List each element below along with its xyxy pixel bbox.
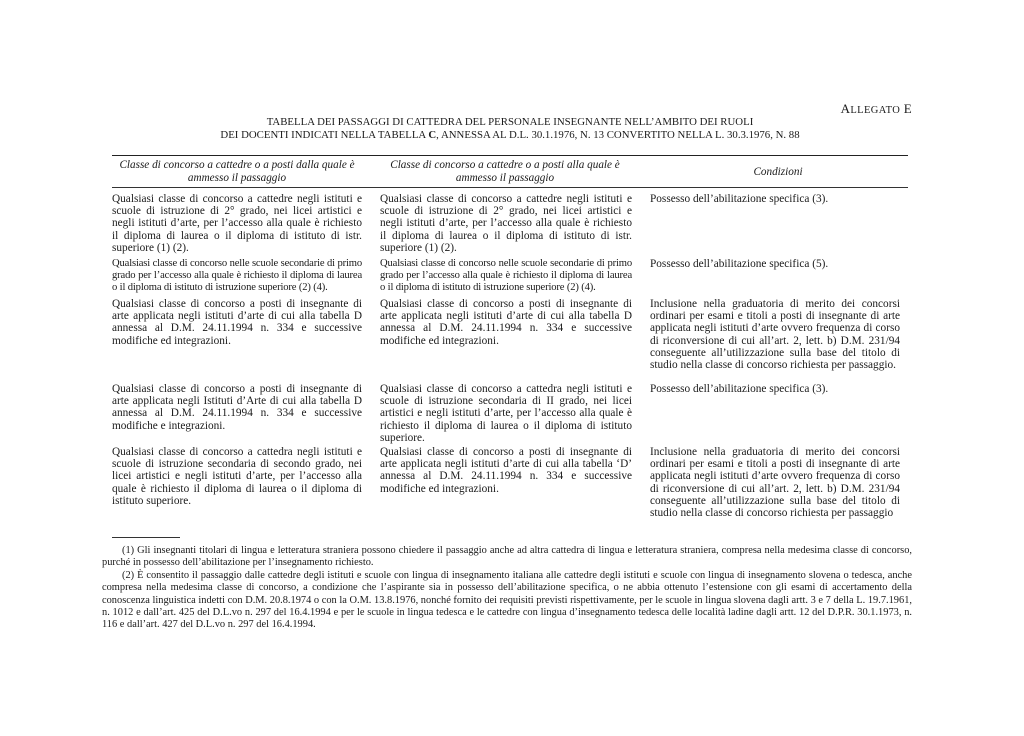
annex-label	[841, 101, 912, 117]
row-5-condition: Inclusione nella graduatoria di merito dei concorsi ordinari per esami e titoli a posti di insegnante di arte applicata negli istituti d’arte ovvero frequenza di corso di riconversione di cui all’art. 2, lett. b) D.M. 231/94 conseguente all’utilizzazione sulla base del titolo di studio nella classe di concorso richiesta per passaggio	[650, 446, 900, 520]
footnote-1: (1) Gli insegnanti titolari di lingua e letteratura straniera possono chiedere il passaggio anche ad altra cattedra di lingua e letteratura straniera, compresa nella medesima classe di concorso, purché in possesso dell’abilitazione per l’insegnamento richiesto.	[102, 545, 912, 569]
header-to-class: Classe di concorso a cattedre o a posti alla quale è ammesso il passaggio	[390, 159, 620, 184]
title-table-letter: C	[428, 129, 437, 141]
row-5-to: Qualsiasi classe di concorso a posti di insegnante di arte applicata negli istituti d’arte di cui alla tabella ‘D’ annessa al D.M. 24.11.1994 n. 334 e successive modifiche ed integrazioni.	[380, 446, 632, 495]
row-1-condition: Possesso dell’abilitazione specifica (3).	[650, 193, 829, 205]
title-line-1: TABELLA DEI PASSAGGI DI CATTEDRA DEL PERSONALE INSEGNANTE NELL’AMBITO DEI RUOLI	[266, 116, 754, 128]
row-4-condition: Possesso dell’abilitazione specifica (3).	[650, 383, 829, 395]
title-line-2-end: , ANNESSA AL D.L. 30.1.1976, N. 13 CONVERTITO NELLA L. 30.3.1976, N. 88	[436, 129, 800, 141]
row-4-to: Qualsiasi classe di concorso a cattedra negli istituti e scuole di istruzione secondaria di II grado, nei licei artistici e negli istituti d’arte, per l’accesso alla quale è richiesto il diploma di laurea o il diploma di istituto superiore.	[380, 383, 632, 444]
table-header-rule	[112, 187, 908, 188]
table-top-rule	[112, 155, 908, 156]
document-title	[100, 116, 920, 142]
header-conditions: Condizioni	[753, 166, 803, 178]
annex-label-initial: A	[840, 101, 851, 116]
row-2-to: Qualsiasi classe di concorso nelle scuole secondarie di primo grado per l’accesso alla quale è richiesto il diploma di laurea o il diploma di istituto di istruzione superiore (2) (4).	[380, 258, 632, 294]
title-line-2-start: DEI DOCENTI INDICATI NELLA TABELLA	[220, 129, 429, 141]
row-3-to: Qualsiasi classe di concorso a posti di insegnante di arte applicata negli istituti d’arte di cui alla tabella D annessa al D.M. 24.11.1994 n. 334 e successive modifiche ed integrazioni.	[380, 298, 632, 347]
row-3-condition: Inclusione nella graduatoria di merito dei concorsi ordinari per esami e titoli a posti di insegnante di arte applicata negli istituti d’arte ovvero frequenza di corso di riconversione di cui all’art. 2, lett. b) D.M. 231/94 conseguente all’utilizzazione sulla base del titolo di studio nella classe di concorso richiesta per passaggio.	[650, 298, 900, 372]
row-5-from: Qualsiasi classe di concorso a cattedra negli istituti e scuole di istruzione secondaria di secondo grado, nei licei artistici e negli istituti d’arte, per l’accesso alla quale è richiesto il diploma di laurea o il diploma di istituto superiore.	[112, 446, 362, 507]
row-2-from: Qualsiasi classe di concorso nelle scuole secondarie di primo grado per l’accesso alla quale è richiesto il diploma di laurea o il diploma di istituto di istruzione superiore (2) (4).	[112, 258, 362, 294]
row-1-to: Qualsiasi classe di concorso a cattedre negli istituti e scuole di istruzione di 2° grado, nei licei artistici e negli istituti d’arte, per l’accesso alla quale è richiesto il diploma di laurea o il diploma di istituto di istr. superiore (1) (2).	[380, 193, 632, 254]
header-from-class: Classe di concorso a cattedre o a posti dalla quale è ammesso il passaggio	[119, 159, 355, 184]
annex-label-rest: LLEGATO	[850, 105, 901, 116]
row-1-from: Qualsiasi classe di concorso a cattedre negli istituti e scuole di istruzione di 2° grado, nei licei artistici e negli istituti d’arte, per l’accesso alla quale è richiesto il diploma di laurea o il diploma di istituto di istr. superiore (1) (2).	[112, 193, 362, 254]
annex-label-letter: E	[900, 101, 912, 116]
footnote-2: (2) È consentito il passaggio dalle cattedre degli istituti e scuole con lingua di insegnamento italiana alle cattedre degli istituti e scuole con lingua di insegnamento slovena o tedesca, anche compresa nella medesima classe di concorso, a condizione che l’aspirante sia in possesso dell’abilitazione specifica, o ne abbia ottenuto l’estensione con gli esami di accertamento della conoscenza linguistica indetti con D.M. 20.8.1974 o con la O.M. 13.8.1976, nonché fornito dei requisiti previsti rispettivamente, per le scuole in lingua slovena dagli artt. 3 e 7 della L. 19.7.1961, n. 1012 e dall’art. 425 del D.L.vo n. 297 del 16.4.1994 e per le scuole in lingua tedesca e le cattedre con lingua d’insegnamento tedesca delle località ladine dagli artt. 12 del D.P.R. 30.1.1973, n. 116 e dall’art. 427 del D.L.vo n. 297 del 16.4.1994.	[102, 569, 912, 631]
footnotes	[102, 545, 912, 632]
row-3-from: Qualsiasi classe di concorso a posti di insegnante di arte applicata negli istituti d’arte di cui alla tabella D annessa al D.M. 24.11.1994 n. 334 e successive modifiche ed integrazioni.	[112, 298, 362, 347]
title-line-2	[100, 129, 920, 142]
footnote-rule	[112, 537, 180, 538]
row-4-from: Qualsiasi classe di concorso a posti di insegnante di arte applicata negli Istituti d’Arte di cui alla tabella D annessa al D.M. 24.11.1994 n. 334 e successive modifiche e integrazioni.	[112, 383, 362, 432]
row-2-condition: Possesso dell’abilitazione specifica (5).	[650, 258, 829, 270]
